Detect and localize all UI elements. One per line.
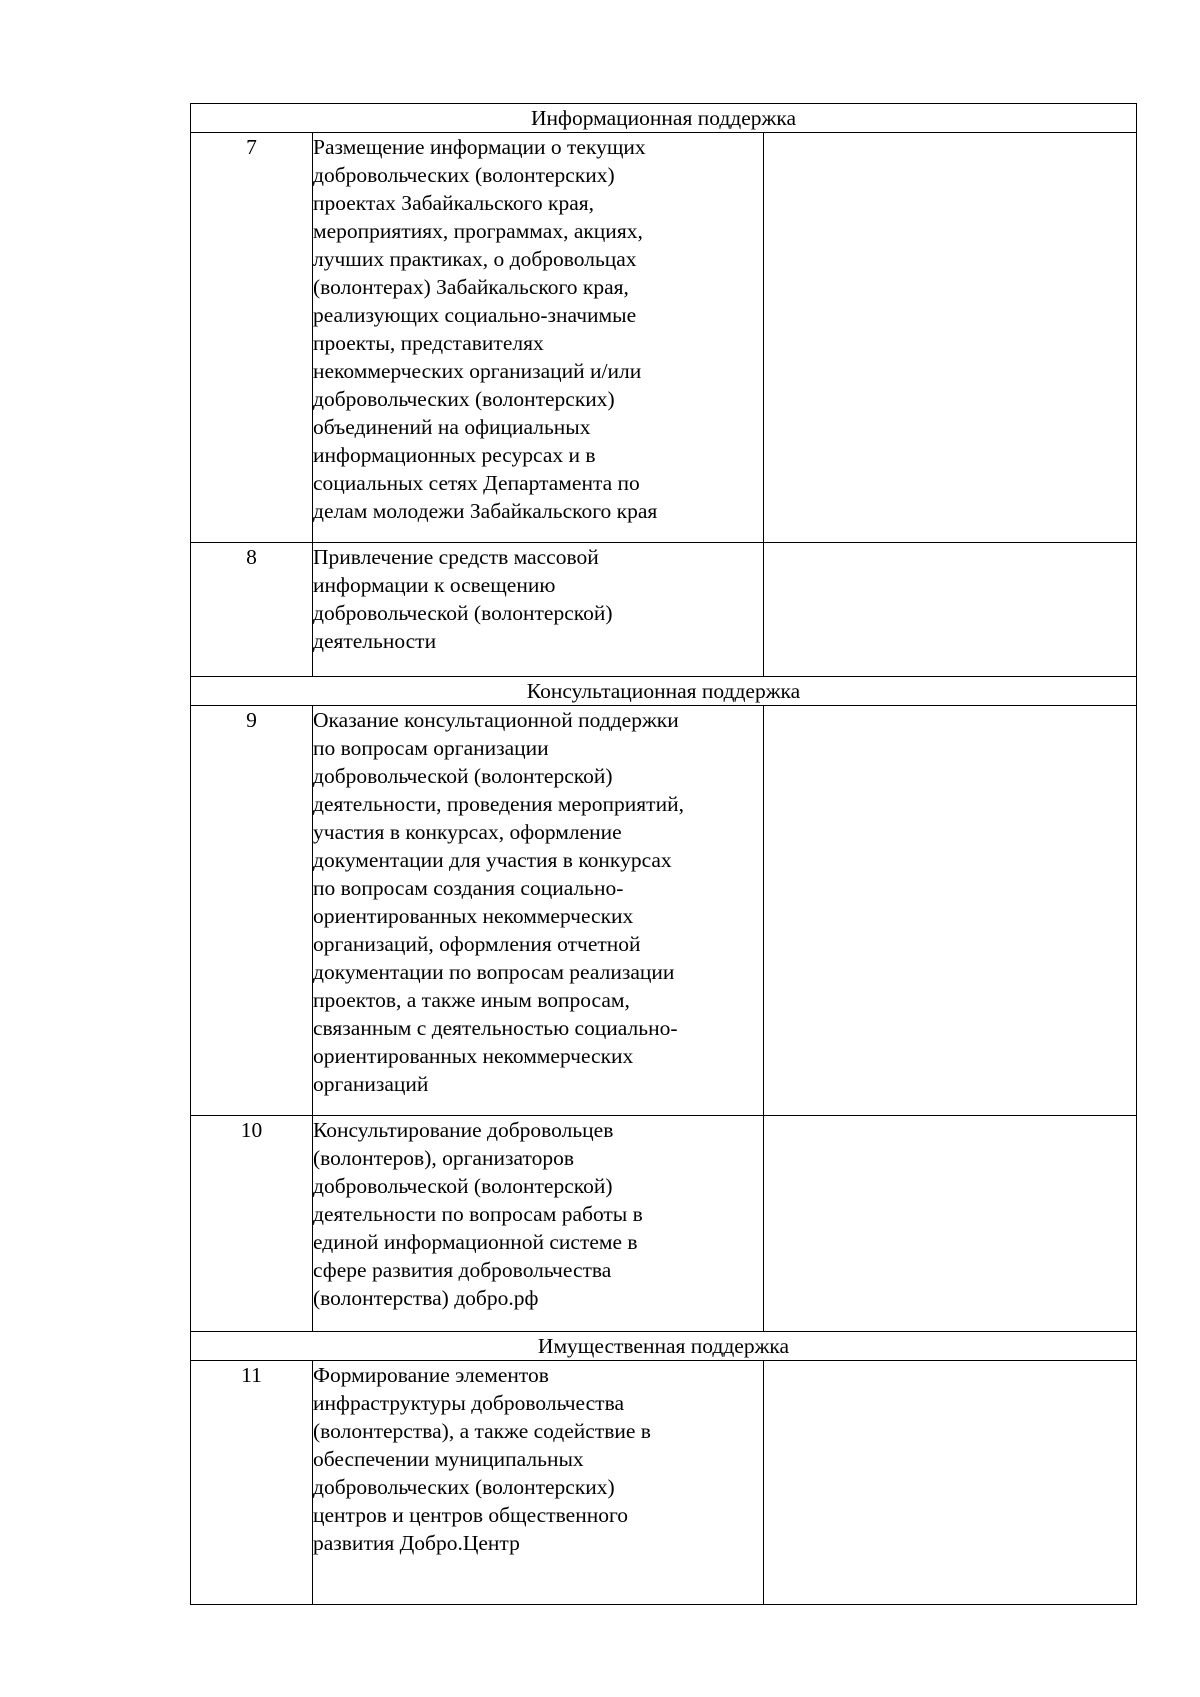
row-description xyxy=(313,1361,764,1605)
description-line: организаций xyxy=(313,1072,429,1096)
description-line: ориентированных некоммерческих xyxy=(313,904,634,928)
section-header-row xyxy=(191,1332,1137,1361)
section-header-row xyxy=(191,104,1137,133)
support-measures-table xyxy=(190,103,1137,1605)
empty-cell xyxy=(764,706,1137,1116)
description-line: объединений на официальных xyxy=(313,415,591,439)
table-row xyxy=(191,706,1137,1116)
row-number: 7 xyxy=(191,133,313,543)
description-line: (волонтеров), организаторов xyxy=(313,1146,574,1170)
description-line: обеспечении муниципальных xyxy=(313,1447,584,1471)
description-line: (волонтерства) добро.рф xyxy=(313,1286,539,1310)
description-line: по вопросам создания социально- xyxy=(313,876,624,900)
description-line: лучших практиках, о добровольцах xyxy=(313,247,637,271)
empty-cell xyxy=(764,1116,1137,1332)
row-description xyxy=(313,543,764,677)
description-line: сфере развития добровольчества xyxy=(313,1258,612,1282)
description-line: инфраструктуры добровольчества xyxy=(313,1391,624,1415)
description-line: мероприятиях, программах, акциях, xyxy=(313,219,643,243)
description-line: Привлечение средств массовой xyxy=(313,545,599,569)
description-line: проектов, а также иным вопросам, xyxy=(313,988,630,1012)
description-line: (волонтерах) Забайкальского края, xyxy=(313,275,629,299)
description-line: деятельности по вопросам работы в xyxy=(313,1202,643,1226)
description-line: организаций, оформления отчетной xyxy=(313,932,641,956)
description-line: добровольческой (волонтерской) xyxy=(313,601,613,625)
description-line: Консультирование добровольцев xyxy=(313,1118,614,1142)
description-line: ориентированных некоммерческих xyxy=(313,1044,634,1068)
table-row xyxy=(191,1361,1137,1605)
description-line: добровольческих (волонтерских) xyxy=(313,163,615,187)
row-number: 10 xyxy=(191,1116,313,1332)
description-line: Размещение информации о текущих xyxy=(313,135,646,159)
section-title: Имущественная поддержка xyxy=(191,1332,1137,1361)
description-line: центров и центров общественного xyxy=(313,1503,628,1527)
table-row xyxy=(191,543,1137,677)
description-line: документации для участия в конкурсах xyxy=(313,848,672,872)
description-line: по вопросам организации xyxy=(313,736,549,760)
description-line: проектах Забайкальского края, xyxy=(313,191,595,215)
section-title: Консультационная поддержка xyxy=(191,677,1137,706)
table-row xyxy=(191,1116,1137,1332)
description-line: некоммерческих организаций и/или xyxy=(313,359,642,383)
description-line: добровольческих (волонтерских) xyxy=(313,1475,615,1499)
row-number: 9 xyxy=(191,706,313,1116)
description-line: (волонтерства), а также содействие в xyxy=(313,1419,651,1443)
description-line: Оказание консультационной поддержки xyxy=(313,708,679,732)
row-description xyxy=(313,706,764,1116)
section-title: Информационная поддержка xyxy=(191,104,1137,133)
row-description xyxy=(313,133,764,543)
row-description xyxy=(313,1116,764,1332)
empty-cell xyxy=(764,543,1137,677)
description-line: добровольческих (волонтерских) xyxy=(313,387,615,411)
description-line: информации к освещению xyxy=(313,573,556,597)
description-line: добровольческой (волонтерской) xyxy=(313,1174,613,1198)
description-line: участия в конкурсах, оформление xyxy=(313,820,622,844)
row-number: 11 xyxy=(191,1361,313,1605)
description-line: реализующих социально-значимые xyxy=(313,303,637,327)
description-line: информационных ресурсах и в xyxy=(313,443,596,467)
description-line: документации по вопросам реализации xyxy=(313,960,675,984)
description-line: единой информационной системе в xyxy=(313,1230,638,1254)
description-line: развития Добро.Центр xyxy=(313,1531,520,1555)
description-line: деятельности xyxy=(313,629,437,653)
row-number: 8 xyxy=(191,543,313,677)
empty-cell xyxy=(764,133,1137,543)
description-line: добровольческой (волонтерской) xyxy=(313,764,613,788)
empty-cell xyxy=(764,1361,1137,1605)
description-line: Формирование элементов xyxy=(313,1363,549,1387)
description-line: деятельности, проведения мероприятий, xyxy=(313,792,684,816)
description-line: делам молодежи Забайкальского края xyxy=(313,499,658,523)
table-row xyxy=(191,133,1137,543)
section-header-row xyxy=(191,677,1137,706)
description-line: связанным с деятельностью социально- xyxy=(313,1016,678,1040)
description-line: проекты, представителях xyxy=(313,331,544,355)
description-line: социальных сетях Департамента по xyxy=(313,471,640,495)
